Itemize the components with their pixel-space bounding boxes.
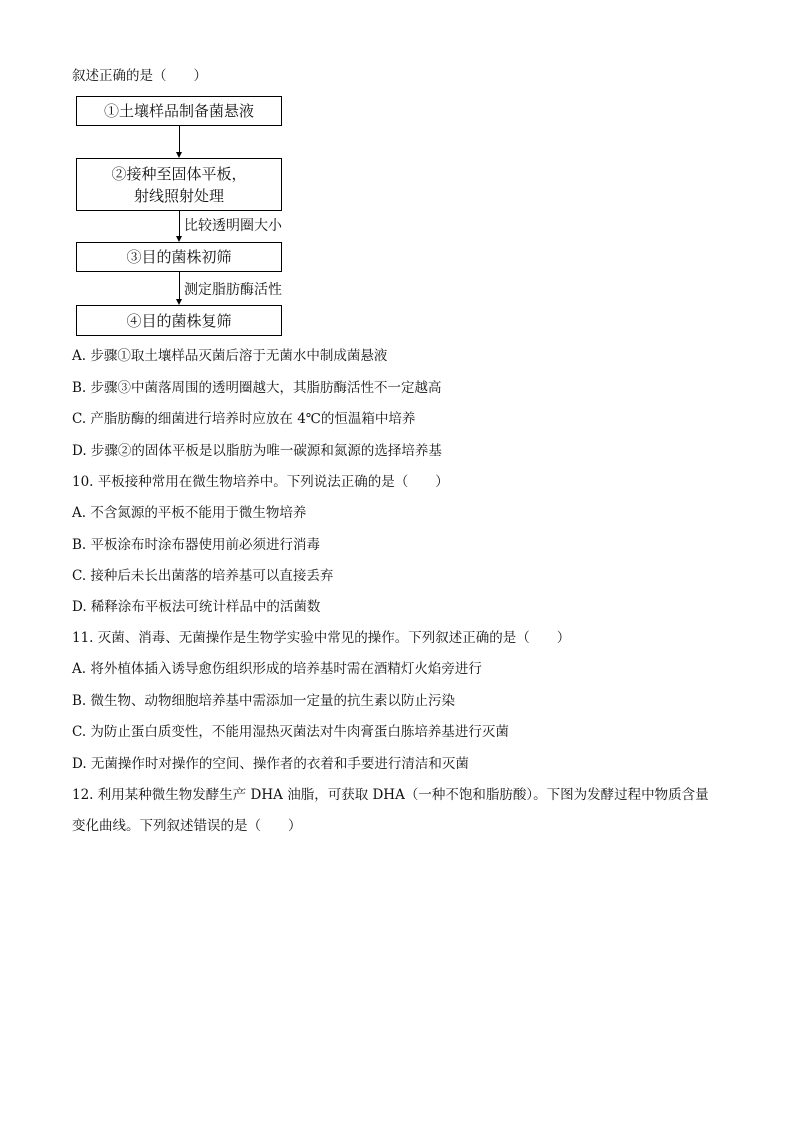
flow-arrow-1 [179,125,180,152]
flow-step-3: ③目的菌株初筛 [76,242,282,272]
q9-option-a: A. 步骤①取土壤样品灭菌后溶于无菌水中制成菌悬液 [72,348,388,364]
flow-step-4: ④目的菌株复筛 [76,305,282,336]
flow-step-2-line2: 射线照射处理 [133,186,224,205]
q11-stem: 11. 灭菌、消毒、无菌操作是生物学实验中常见的操作。下列叙述正确的是（ ） [72,630,571,646]
q11-option-b: B. 微生物、动物细胞培养基中需添加一定量的抗生素以防止污染 [72,693,456,709]
flow-arrow-3 [179,271,180,299]
q10-option-b: B. 平板涂布时涂布器使用前必须进行消毒 [72,537,321,553]
q10-option-c: C. 接种后未长出菌落的培养基可以直接丢弃 [72,568,334,584]
q9-option-c: C. 产脂肪酶的细菌进行培养时应放在 4℃的恒温箱中培养 [72,411,416,427]
q11-option-c: C. 为防止蛋白质变性，不能用湿热灭菌法对牛肉膏蛋白胨培养基进行灭菌 [72,724,509,740]
q9-option-d: D. 步骤②的固体平板是以脂肪为唯一碳源和氮源的选择培养基 [72,443,442,459]
flow-step-1: ①土壤样品制备菌悬液 [76,96,282,126]
q10-stem: 10. 平板接种常用在微生物培养中。下列说法正确的是（ ） [72,474,449,490]
q11-option-a: A. 将外植体插入诱导愈伤组织形成的培养基时需在酒精灯火焰旁进行 [72,661,482,677]
q10-option-a: A. 不含氮源的平板不能用于微生物培养 [72,505,307,521]
flow-step-2 [76,158,282,211]
q12-stem-line2: 变化曲线。下列叙述错误的是（ ） [72,818,302,834]
flow-label-b: 测定脂肪酶活性 [184,282,282,298]
q9-option-b: B. 步骤③中菌落周围的透明圈越大，其脂肪酶活性不一定越高 [72,380,442,396]
q12-stem-line1: 12. 利用某种微生物发酵生产 DHA 油脂，可获取 DHA（一种不饱和脂肪酸）。下图为发酵过程中物质含量 [72,787,709,803]
flow-step-2-line1: ②接种至固体平板， [111,164,247,183]
q9-stem-tail: 叙述正确的是（ ） [72,68,207,84]
q11-option-d: D. 无菌操作时对操作的空间、操作者的衣着和手要进行清洁和灭菌 [72,756,469,772]
flow-label-a: 比较透明圈大小 [184,218,282,234]
flow-arrow-2 [179,210,180,237]
q10-option-d: D. 稀释涂布平板法可统计样品中的活菌数 [72,599,321,615]
